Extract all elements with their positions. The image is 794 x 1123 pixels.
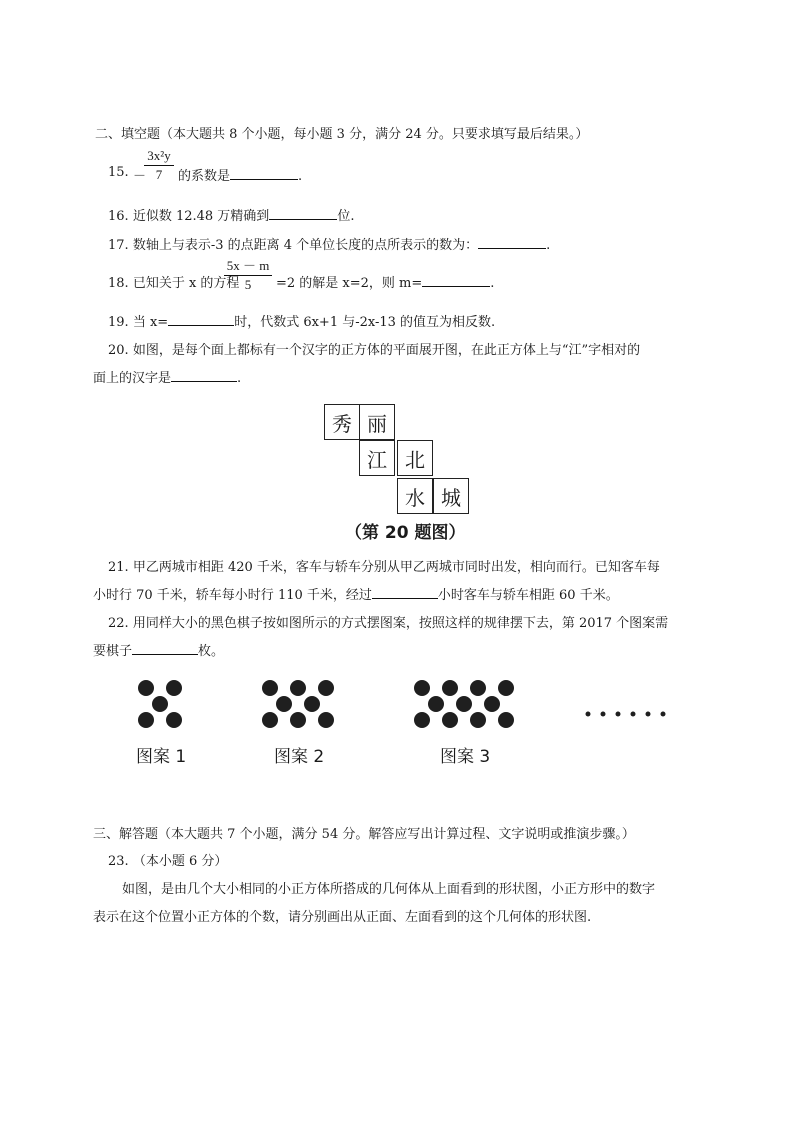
ellipsis-dot xyxy=(586,712,591,717)
fraction-denominator: 7 xyxy=(155,167,163,182)
question-end: . xyxy=(237,371,242,386)
minus-sign: － xyxy=(133,169,147,184)
question-text: =2 的解是 x=2，则 m= xyxy=(276,276,423,291)
chess-piece xyxy=(442,680,458,696)
net-cell: 丽 xyxy=(359,404,395,440)
question-end: . xyxy=(298,169,303,184)
net-cell: 江 xyxy=(359,440,395,476)
chess-piece xyxy=(262,712,278,728)
net-cell: 水 xyxy=(397,478,433,514)
question-number: 18. xyxy=(108,276,129,291)
fraction-denominator: 5 xyxy=(244,277,252,292)
net-cell: 秀 xyxy=(324,404,360,440)
figure-caption: （第 20 题图） xyxy=(345,523,466,543)
question-text: 如图，是每个面上都标有一个汉字的正方体的平面展开图，在此正方体上与“江”字相对的 xyxy=(132,343,641,358)
chess-piece xyxy=(470,680,486,696)
chess-piece xyxy=(414,712,430,728)
question-score: （本小题 6 分） xyxy=(132,854,228,869)
net-cell: 城 xyxy=(433,478,469,514)
question-end: 位. xyxy=(337,209,355,224)
question-text-post: 枚。 xyxy=(198,644,225,659)
chess-piece xyxy=(304,696,320,712)
chess-piece xyxy=(414,680,430,696)
net-cell: 北 xyxy=(397,440,433,476)
question-text: 已知关于 x 的方程 xyxy=(132,276,240,291)
chess-piece xyxy=(428,696,444,712)
question-text: 要棋子 xyxy=(93,644,133,659)
ellipsis-dot xyxy=(601,712,606,717)
question-text: 小时行 70 千米，轿车每小时行 110 千米，经过 xyxy=(93,588,372,603)
chess-piece xyxy=(470,712,486,728)
question-number: 16. xyxy=(108,209,129,224)
pattern-label: 图案 2 xyxy=(274,747,325,767)
chess-piece xyxy=(318,680,334,696)
chess-piece xyxy=(484,696,500,712)
question-number: 17. xyxy=(108,238,129,253)
chess-piece xyxy=(290,712,306,728)
question-text: 近似数 12.48 万精确到 xyxy=(132,209,270,224)
question-end: . xyxy=(490,276,495,291)
chess-piece xyxy=(290,680,306,696)
ellipsis-dot xyxy=(631,712,636,717)
chess-piece xyxy=(498,712,514,728)
chess-piece xyxy=(262,680,278,696)
pattern-1-pieces xyxy=(138,680,182,728)
fraction-numerator: 5x － m xyxy=(226,258,270,273)
chess-piece xyxy=(166,712,182,728)
pattern-label: 图案 1 xyxy=(136,747,187,767)
chess-piece xyxy=(166,680,182,696)
chess-piece xyxy=(138,680,154,696)
question-end: . xyxy=(546,238,551,253)
section-2-heading: 二、填空题（本大题共 8 个小题，每小题 3 分，满分 24 分。只要求填写最后结果。） xyxy=(95,127,589,142)
question-text: 如图，是由几个大小相同的小正方体所搭成的几何体从上面看到的形状图，小正方形中的数字 xyxy=(122,882,656,897)
ellipsis-dot xyxy=(661,712,666,717)
chess-piece xyxy=(138,712,154,728)
question-text-post: 小时客车与轿车相距 60 千米。 xyxy=(437,588,619,603)
pattern-2-pieces xyxy=(262,680,334,728)
pattern-label: 图案 3 xyxy=(440,747,491,767)
chess-piece xyxy=(152,696,168,712)
section-3-heading: 三、解答题（本大题共 7 个小题，满分 54 分。解答应写出计算过程、文字说明或推演步骤。） xyxy=(93,827,635,842)
question-text: 用同样大小的黑色棋子按如图所示的方式摆图案，按照这样的规律摆下去，第 2017 个图案需 xyxy=(132,616,669,631)
ellipsis-dot xyxy=(616,712,621,717)
ellipsis-dots xyxy=(586,712,666,717)
chess-piece xyxy=(442,712,458,728)
question-number: 19. xyxy=(108,315,129,330)
chess-piece xyxy=(318,712,334,728)
question-number: 20. xyxy=(108,343,129,358)
question-text: 当 x= xyxy=(132,315,169,330)
question-number: 15. xyxy=(108,165,129,180)
fraction-numerator: 3x²y xyxy=(147,148,171,163)
question-text: 的系数是 xyxy=(178,169,231,184)
question-text: 表示在这个位置小正方体的个数，请分别画出从正面、左面看到的这个几何体的形状图. xyxy=(93,910,592,925)
chess-piece xyxy=(498,680,514,696)
question-number: 22. xyxy=(108,616,129,631)
chess-piece xyxy=(456,696,472,712)
question-text-post: 时，代数式 6x+1 与-2x-13 的值互为相反数. xyxy=(234,315,496,330)
question-text: 数轴上与表示-3 的点距离 4 个单位长度的点所表示的数为： xyxy=(132,238,479,253)
question-number: 21. xyxy=(108,560,129,575)
question-text: 甲乙两城市相距 420 千米，客车与轿车分别从甲乙两城市同时出发，相向而行。已知客车每 xyxy=(132,560,660,575)
chess-piece xyxy=(276,696,292,712)
question-text: 面上的汉字是 xyxy=(93,371,172,386)
ellipsis-dot xyxy=(646,712,651,717)
pattern-3-pieces xyxy=(414,680,514,728)
question-23-header xyxy=(108,850,227,869)
question-number: 23. xyxy=(108,854,129,869)
